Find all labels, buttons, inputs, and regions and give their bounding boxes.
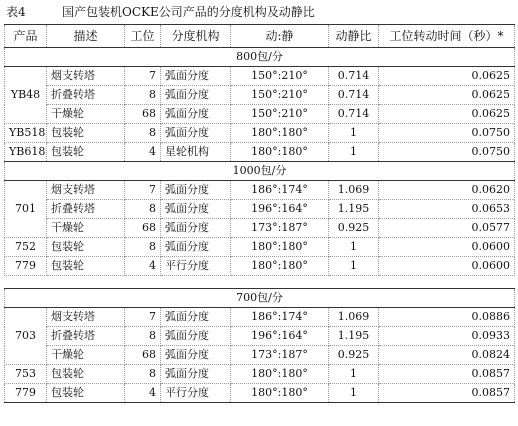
motion-dwell-cell: 180°:180°: [231, 238, 329, 257]
motion-dwell-cell: 150°:210°: [231, 67, 329, 86]
section-gap: [5, 276, 515, 289]
motion-dwell-cell: 150°:210°: [231, 105, 329, 124]
section-row: [5, 48, 515, 67]
mechanism-cell: 弧面分度: [161, 308, 231, 327]
description-cell: 烟支转塔: [47, 181, 125, 200]
table-row: [5, 86, 515, 105]
table-body: [5, 48, 515, 403]
mechanism-cell: 弧面分度: [161, 346, 231, 365]
time-cell: 0.0620: [379, 181, 515, 200]
time-cell: 0.0750: [379, 143, 515, 162]
time-cell: 0.0857: [379, 365, 515, 384]
mechanism-cell: 星轮机构: [161, 143, 231, 162]
header-rotation-time: 工位转动时间（秒）*: [379, 25, 515, 48]
motion-dwell-cell: 150°:210°: [231, 86, 329, 105]
section-row: [5, 162, 515, 181]
motion-dwell-cell: 173°:187°: [231, 346, 329, 365]
mechanism-cell: 弧面分度: [161, 86, 231, 105]
stations-cell: 7: [125, 67, 161, 86]
stations-cell: 68: [125, 105, 161, 124]
motion-dwell-cell: 180°:180°: [231, 257, 329, 276]
description-cell: 干燥轮: [47, 346, 125, 365]
ratio-cell: 1.195: [329, 200, 379, 219]
ratio-cell: 1: [329, 143, 379, 162]
table-row: [5, 327, 515, 346]
motion-dwell-cell: 180°:180°: [231, 365, 329, 384]
ratio-cell: 1.069: [329, 308, 379, 327]
table-row: [5, 143, 515, 162]
table-row: [5, 181, 515, 200]
mechanism-cell: 平行分度: [161, 257, 231, 276]
time-cell: 0.0824: [379, 346, 515, 365]
product-cell: YB618: [5, 143, 47, 162]
header-motion-dwell: 动:静: [231, 25, 329, 48]
description-cell: 折叠转塔: [47, 86, 125, 105]
motion-dwell-cell: 180°:180°: [231, 384, 329, 403]
stations-cell: 8: [125, 327, 161, 346]
product-cell: 779: [5, 384, 47, 403]
description-cell: 包装轮: [47, 257, 125, 276]
section-row: [5, 289, 515, 308]
section-title: 700包/分: [5, 289, 515, 308]
time-cell: 0.0857: [379, 384, 515, 403]
time-cell: 0.0886: [379, 308, 515, 327]
ratio-cell: 1: [329, 238, 379, 257]
motion-dwell-cell: 180°:180°: [231, 124, 329, 143]
mechanism-cell: 弧面分度: [161, 365, 231, 384]
stations-cell: 8: [125, 238, 161, 257]
description-cell: 干燥轮: [47, 105, 125, 124]
table-row: [5, 365, 515, 384]
mechanism-cell: 弧面分度: [161, 105, 231, 124]
table-number: 表4: [6, 5, 26, 19]
product-cell: 752: [5, 238, 47, 257]
section-title: 800包/分: [5, 48, 515, 67]
table-row: [5, 238, 515, 257]
description-cell: 包装轮: [47, 384, 125, 403]
product-cell: 753: [5, 365, 47, 384]
motion-dwell-cell: 173°:187°: [231, 219, 329, 238]
time-cell: 0.0625: [379, 67, 515, 86]
ratio-cell: 0.925: [329, 219, 379, 238]
time-cell: 0.0933: [379, 327, 515, 346]
header-product: 产品: [5, 25, 47, 48]
time-cell: 0.0600: [379, 257, 515, 276]
stations-cell: 7: [125, 181, 161, 200]
description-cell: 包装轮: [47, 143, 125, 162]
mechanism-cell: 平行分度: [161, 384, 231, 403]
table-row: [5, 384, 515, 403]
time-cell: 0.0625: [379, 86, 515, 105]
description-cell: 烟支转塔: [47, 67, 125, 86]
mechanism-cell: 弧面分度: [161, 181, 231, 200]
stations-cell: 8: [125, 124, 161, 143]
description-cell: 包装轮: [47, 238, 125, 257]
stations-cell: 8: [125, 86, 161, 105]
product-cell: 701: [5, 181, 47, 238]
header-motion-dwell-ratio: 动静比: [329, 25, 379, 48]
ratio-cell: 1: [329, 365, 379, 384]
header-mechanism: 分度机构: [161, 25, 231, 48]
stations-cell: 4: [125, 257, 161, 276]
time-cell: 0.0600: [379, 238, 515, 257]
table-caption: [6, 3, 315, 21]
ratio-cell: 1.195: [329, 327, 379, 346]
table-row: [5, 105, 515, 124]
header-description: 描述: [47, 25, 125, 48]
stations-cell: 8: [125, 365, 161, 384]
product-cell: 779: [5, 257, 47, 276]
stations-cell: 4: [125, 384, 161, 403]
mechanism-cell: 弧面分度: [161, 200, 231, 219]
stations-cell: 4: [125, 143, 161, 162]
ratio-cell: 0.925: [329, 346, 379, 365]
motion-dwell-cell: 196°:164°: [231, 200, 329, 219]
header-stations: 工位: [125, 25, 161, 48]
table-row: [5, 257, 515, 276]
motion-dwell-cell: 186°:174°: [231, 308, 329, 327]
time-cell: 0.0625: [379, 105, 515, 124]
table-row: [5, 200, 515, 219]
motion-dwell-cell: 196°:164°: [231, 327, 329, 346]
description-cell: 干燥轮: [47, 219, 125, 238]
gap-cell: [5, 276, 515, 289]
ratio-cell: 0.714: [329, 67, 379, 86]
table-row: [5, 346, 515, 365]
ratio-cell: 1: [329, 124, 379, 143]
description-cell: 包装轮: [47, 365, 125, 384]
section-title: 1000包/分: [5, 162, 515, 181]
description-cell: 包装轮: [47, 124, 125, 143]
product-cell: YB48: [5, 67, 47, 124]
table-row: [5, 124, 515, 143]
motion-dwell-cell: 180°:180°: [231, 143, 329, 162]
mechanism-cell: 弧面分度: [161, 238, 231, 257]
table-title: 国产包装机OCKE公司产品的分度机构及动静比: [62, 5, 315, 19]
stations-cell: 68: [125, 346, 161, 365]
header-row: [5, 25, 515, 48]
ratio-cell: 1: [329, 257, 379, 276]
ratio-cell: 0.714: [329, 105, 379, 124]
description-cell: 折叠转塔: [47, 200, 125, 219]
indexing-mechanism-table: [4, 24, 515, 403]
product-cell: 703: [5, 308, 47, 365]
table-row: [5, 219, 515, 238]
ratio-cell: 1: [329, 384, 379, 403]
mechanism-cell: 弧面分度: [161, 124, 231, 143]
mechanism-cell: 弧面分度: [161, 327, 231, 346]
table-row: [5, 308, 515, 327]
mechanism-cell: 弧面分度: [161, 219, 231, 238]
motion-dwell-cell: 186°:174°: [231, 181, 329, 200]
ratio-cell: 0.714: [329, 86, 379, 105]
time-cell: 0.0577: [379, 219, 515, 238]
time-cell: 0.0653: [379, 200, 515, 219]
product-cell: YB518: [5, 124, 47, 143]
description-cell: 烟支转塔: [47, 308, 125, 327]
stations-cell: 8: [125, 200, 161, 219]
mechanism-cell: 弧面分度: [161, 67, 231, 86]
stations-cell: 68: [125, 219, 161, 238]
ratio-cell: 1.069: [329, 181, 379, 200]
description-cell: 折叠转塔: [47, 327, 125, 346]
table-row: [5, 67, 515, 86]
time-cell: 0.0750: [379, 124, 515, 143]
stations-cell: 7: [125, 308, 161, 327]
